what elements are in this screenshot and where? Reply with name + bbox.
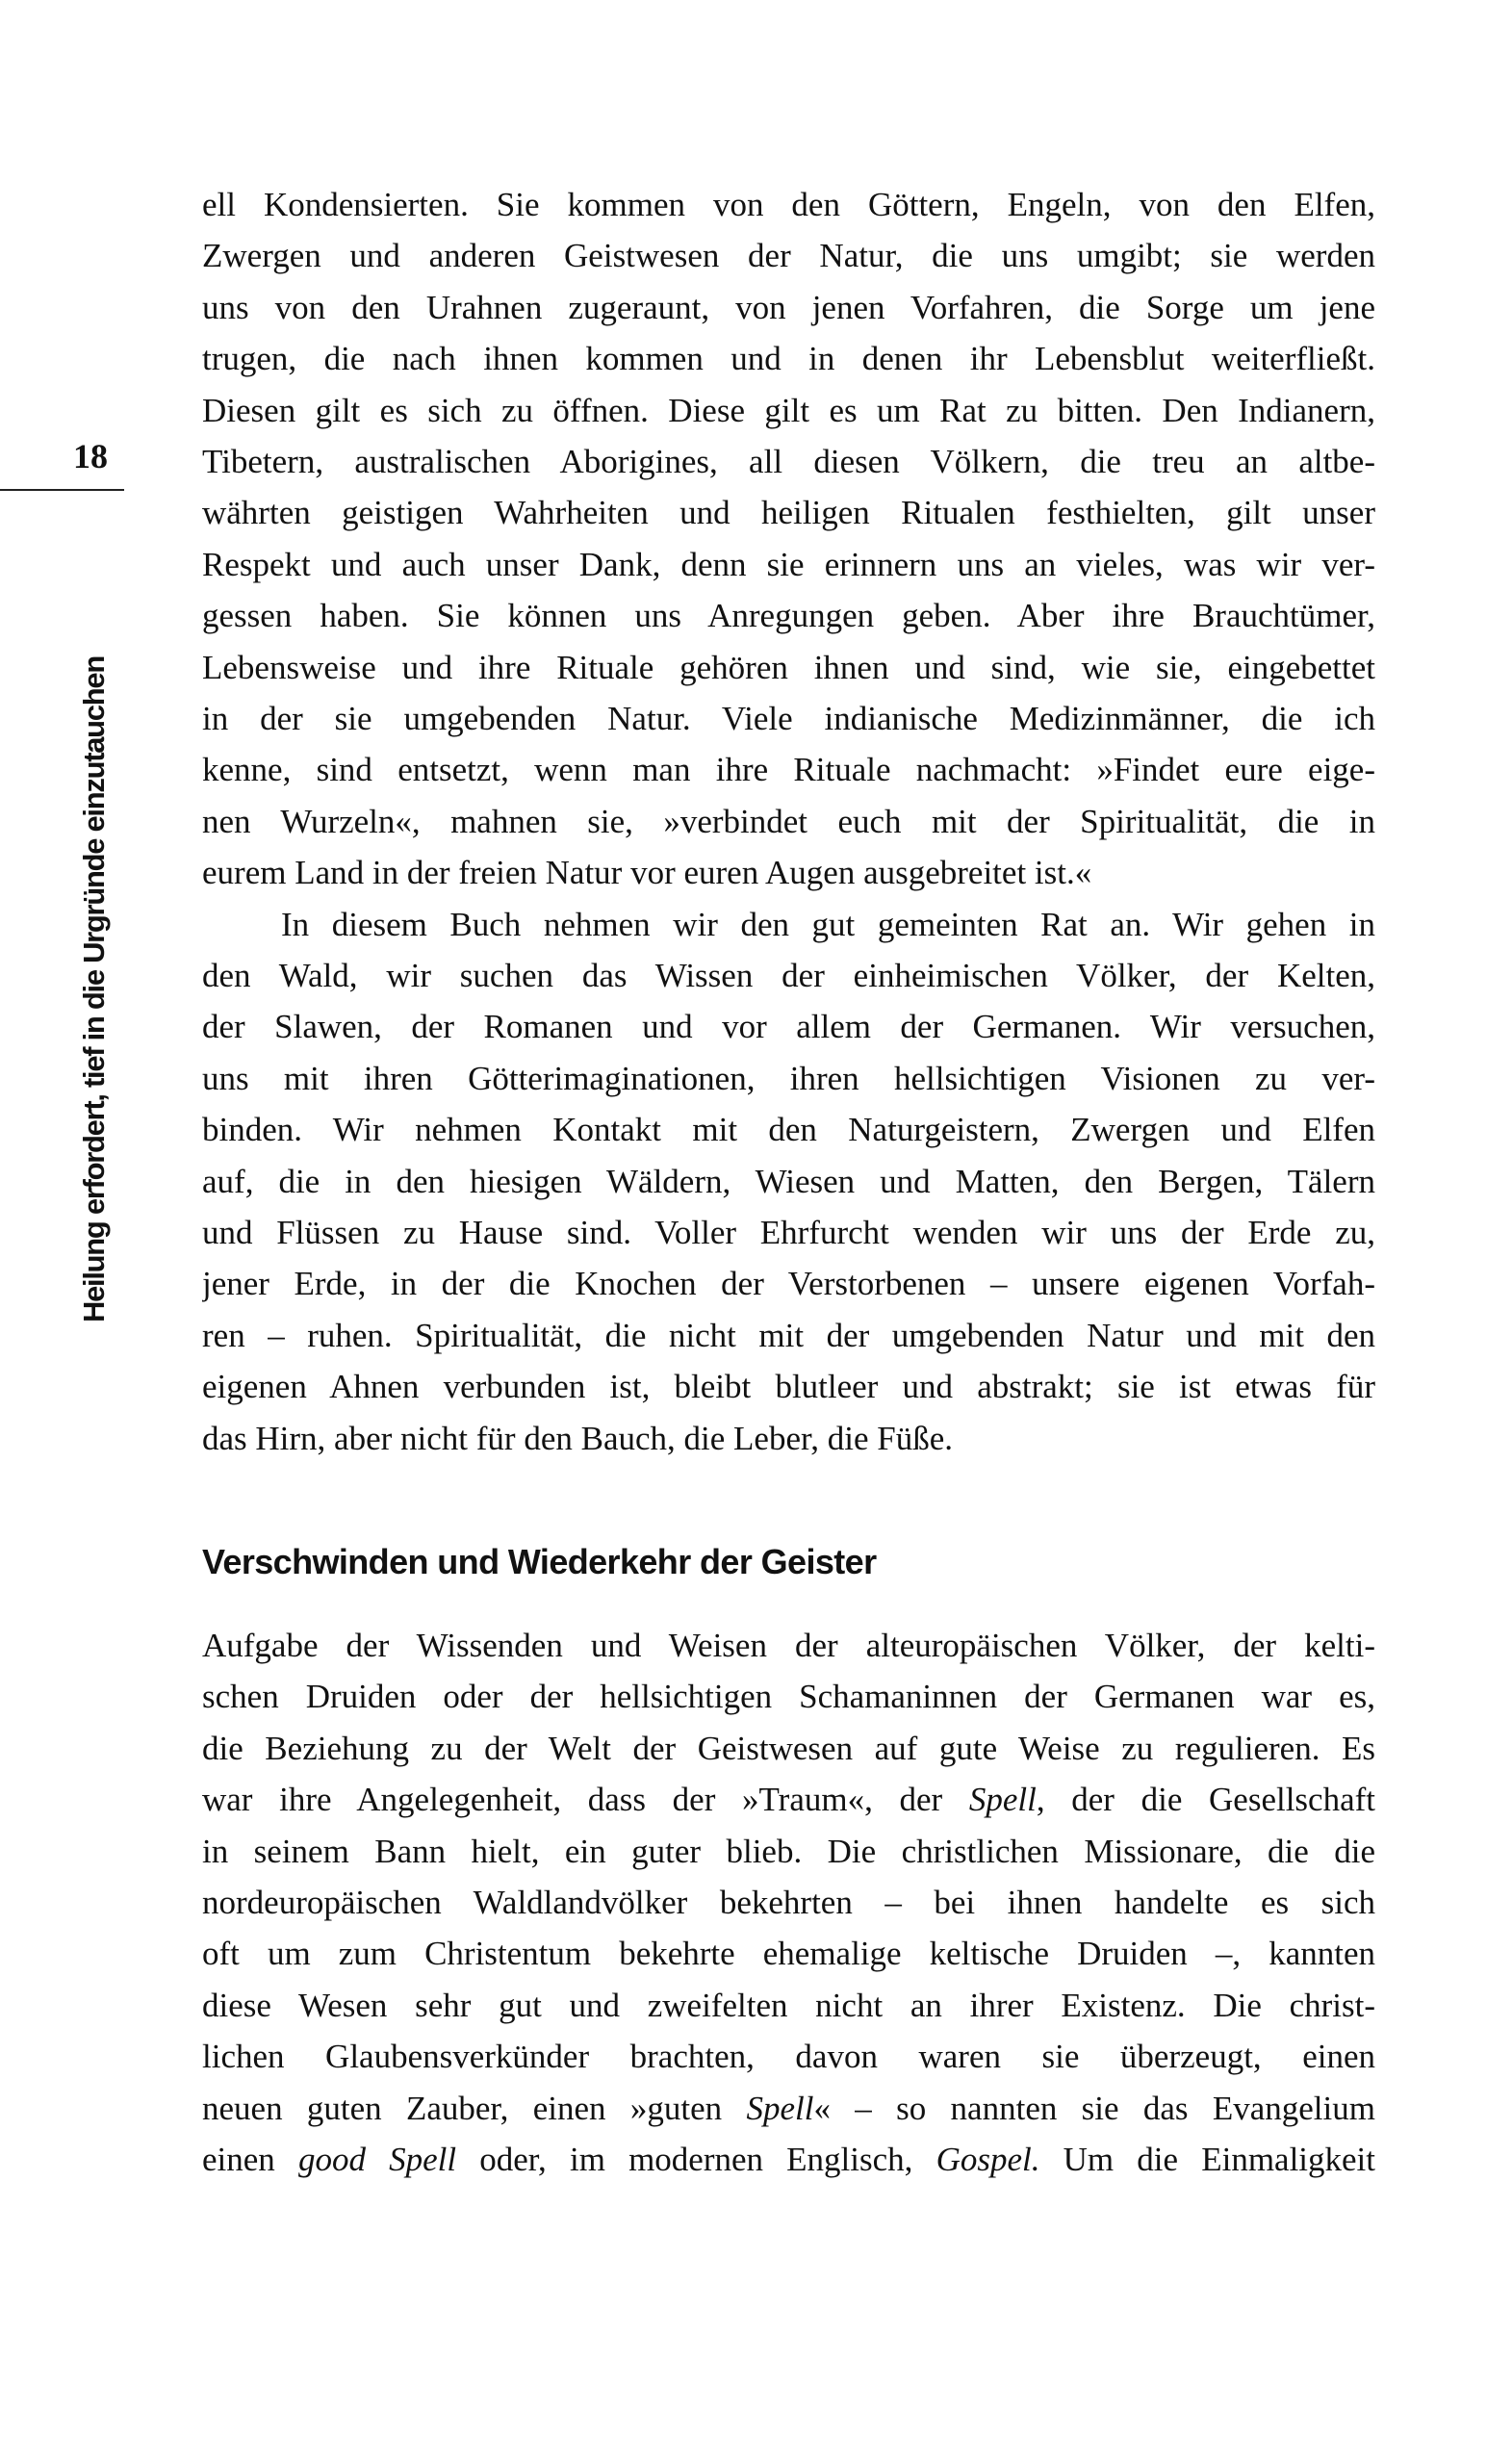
text-line: Zwergen und anderen Geistwesen der Natur, die uns umgibt; sie werden	[202, 237, 1375, 274]
italic-term: Spell	[968, 1781, 1037, 1818]
text-line: lichen Glaubensverkünder brachten, davon waren sie überzeugt, einen	[202, 2038, 1375, 2075]
text-line: ell Kondensierten. Sie kommen von den Göttern, Engeln, von den Elfen,	[202, 186, 1375, 223]
text-line: und Flüssen zu Hause sind. Voller Ehrfurcht wenden wir uns der Erde zu,	[202, 1214, 1375, 1251]
text-line: diese Wesen sehr gut und zweifelten nicht an ihrer Existenz. Die christ-	[202, 1987, 1375, 2024]
text-line: kenne, sind entsetzt, wenn man ihre Rituale nachmacht: »Findet eure eige-	[202, 751, 1375, 788]
text-line	[202, 2083, 1375, 2135]
running-head-text: Heilung erfordert, tief in die Urgründe einzutauchen	[77, 656, 111, 1322]
text-line: gessen haben. Sie können uns Anregungen geben. Aber ihre Brauchtümer,	[202, 597, 1375, 634]
text-line: oft um zum Christentum bekehrte ehemalige keltische Druiden –, kannten	[202, 1935, 1375, 1972]
text-line: währten geistigen Wahrheiten und heiligen Ritualen festhielten, gilt unser	[202, 494, 1375, 531]
text-line: eigenen Ahnen verbunden ist, bleibt blutleer und abstrakt; sie ist etwas für	[202, 1368, 1375, 1405]
text-line: die Beziehung zu der Welt der Geistwesen auf gute Weise zu regulieren. Es	[202, 1730, 1375, 1767]
text-line: in seinem Bann hielt, ein guter blieb. Die christlichen Missionare, die die	[202, 1833, 1375, 1870]
text-line: Diesen gilt es sich zu öffnen. Diese gilt es um Rat zu bitten. Den Indianern,	[202, 392, 1375, 429]
text-line: nen Wurzeln«, mahnen sie, »verbindet euch mit der Spiritualität, die in	[202, 803, 1375, 840]
text-line: uns mit ihren Götterimaginationen, ihren hellsichtigen Visionen zu ver-	[202, 1060, 1375, 1097]
section-heading: Verschwinden und Wiederkehr der Geister	[202, 1542, 877, 1581]
text-line: uns von den Urahnen zugeraunt, von jenen Vorfahren, die Sorge um jene	[202, 289, 1375, 326]
text-line: auf, die in den hiesigen Wäldern, Wiesen und Matten, den Bergen, Tälern	[202, 1163, 1375, 1200]
text-line: nordeuropäischen Waldlandvölker bekehrten – bei ihnen handelte es sich	[202, 1884, 1375, 1921]
text-run: Um die Einmaligkeit	[1039, 2141, 1375, 2178]
text-line: Tibetern, australischen Aborigines, all diesen Völkern, die treu an altbe-	[202, 443, 1375, 480]
text-run: « – so nannten sie das Evangelium	[813, 2090, 1375, 2127]
text-line: eurem Land in der freien Natur vor euren Augen ausgebreitet ist.«	[202, 854, 1092, 891]
text-line: schen Druiden oder der hellsichtigen Schamaninnen der Germanen war es,	[202, 1678, 1375, 1715]
text-line: trugen, die nach ihnen kommen und in denen ihr Lebensblut weiterfließt.	[202, 340, 1375, 377]
text-line: In diesem Buch nehmen wir den gut gemeinten Rat an. Wir gehen in	[281, 906, 1375, 943]
text-line: binden. Wir nehmen Kontakt mit den Naturgeistern, Zwergen und Elfen	[202, 1111, 1375, 1148]
text-line: der Slawen, der Romanen und vor allem der Germanen. Wir versuchen,	[202, 1008, 1375, 1045]
text-line: den Wald, wir suchen das Wissen der einheimischen Völker, der Kelten,	[202, 957, 1375, 994]
italic-term: Gospel.	[935, 2141, 1040, 2178]
text-line: das Hirn, aber nicht für den Bauch, die Leber, die Füße.	[202, 1420, 953, 1457]
page-number: 18	[73, 437, 108, 475]
running-head	[77, 516, 112, 1322]
text-line: ren – ruhen. Spiritualität, die nicht mit der umgebenden Natur und mit den	[202, 1317, 1375, 1354]
text-line: Lebensweise und ihre Rituale gehören ihnen und sind, wie sie, eingebettet	[202, 649, 1375, 686]
text-line: jener Erde, in der die Knochen der Verstorbenen – unsere eigenen Vorfah-	[202, 1265, 1375, 1302]
text-run: war ihre Angelegenheit, dass der »Traum«, der	[202, 1781, 969, 1818]
italic-term: Spell	[746, 2090, 814, 2127]
text-run: neuen guten Zauber, einen »guten	[202, 2090, 747, 2127]
text-line: Respekt und auch unser Dank, denn sie erinnern uns an vieles, was wir ver-	[202, 546, 1375, 583]
text-run: einen	[202, 2141, 298, 2178]
text-line: Aufgabe der Wissenden und Weisen der alteuropäischen Völker, der kelti-	[202, 1627, 1375, 1664]
text-line: in der sie umgebenden Natur. Viele indianische Medizinmänner, die ich	[202, 700, 1375, 737]
text-run: , der die Gesellschaft	[1036, 1781, 1375, 1818]
margin-rule	[0, 489, 124, 491]
italic-term: good Spell	[297, 2141, 457, 2178]
text-line	[202, 2134, 1375, 2186]
text-run: oder, im modernen Englisch,	[456, 2141, 936, 2178]
text-line	[202, 1774, 1375, 1826]
